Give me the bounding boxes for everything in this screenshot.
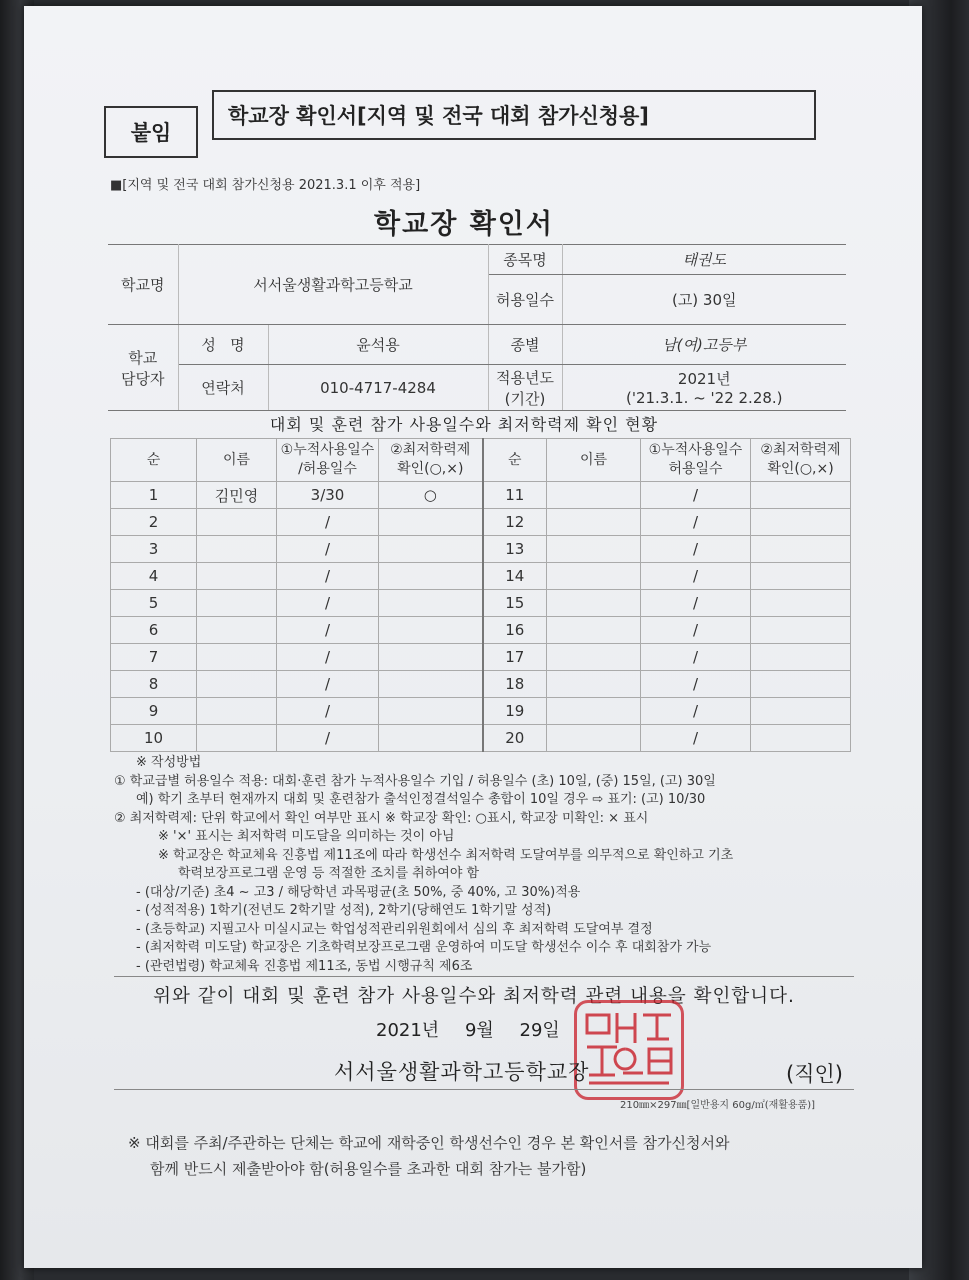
row-days-right: / <box>641 725 751 752</box>
year-value <box>562 365 846 411</box>
row-days: / <box>277 698 379 725</box>
row-check <box>379 617 483 644</box>
row-check-right <box>751 563 851 590</box>
row-name <box>197 698 277 725</box>
row-days-right: / <box>641 644 751 671</box>
attachment-label: 붙임 <box>104 106 198 158</box>
notes-section <box>114 754 894 976</box>
category-value: 남(여)고등부 <box>562 325 846 365</box>
note-line: ※ 작성방법 <box>136 755 202 770</box>
row-no: 9 <box>111 698 197 725</box>
row-no: 7 <box>111 644 197 671</box>
row-days: / <box>277 509 379 536</box>
info-table <box>108 244 846 411</box>
status-title: 대회 및 훈련 참가 사용일수와 최저학력제 확인 현황 <box>269 415 659 434</box>
date-year: 2021년 <box>376 1020 440 1041</box>
row-days-right: / <box>641 536 751 563</box>
col-days-line2: /허용일수 <box>298 461 357 477</box>
row-name <box>197 563 277 590</box>
row-days-right: / <box>641 590 751 617</box>
school-value: 서서울생활과학고등학교 <box>178 245 488 325</box>
row-days-right: / <box>641 698 751 725</box>
row-days: / <box>277 671 379 698</box>
row-no: 5 <box>111 590 197 617</box>
event-label: 종목명 <box>488 245 562 275</box>
row-no-right: 12 <box>483 509 547 536</box>
row-check-right <box>751 482 851 509</box>
row-days: / <box>277 590 379 617</box>
row-check <box>379 509 483 536</box>
days-label: 허용일수 <box>488 275 562 325</box>
note-line: ① 학교급별 허용일수 적용: 대회·훈련 참가 누적사용일수 기입 / 허용일수 (초) 10일, (중) 15일, (고) 30일 <box>114 773 716 789</box>
event-value: 태권도 <box>562 245 846 275</box>
row-no: 3 <box>111 536 197 563</box>
col-no: 순 <box>111 439 197 482</box>
page-title: 학교장 확인서 <box>374 209 554 240</box>
row-check-right <box>751 536 851 563</box>
sign-date <box>376 1016 560 1042</box>
name-value: 윤석용 <box>268 325 488 365</box>
note-line: - (관련법령) 학교체육 진흥법 제11조, 동법 시행규칙 제6조 <box>136 958 473 974</box>
col-check-line1: ②최저학력제 <box>390 442 471 458</box>
row-check <box>379 671 483 698</box>
year-label <box>488 365 562 411</box>
row-days: / <box>277 617 379 644</box>
year-value-line1: 2021년 <box>677 370 731 388</box>
row-name-right <box>547 698 641 725</box>
usage-note: ■[지역 및 전국 대회 참가신청용 2021.3.1 이후 적용] <box>110 178 421 193</box>
row-check-right <box>751 725 851 752</box>
table-row <box>111 563 851 590</box>
row-no: 4 <box>111 563 197 590</box>
row-days: / <box>277 725 379 752</box>
row-no: 10 <box>111 725 197 752</box>
row-name-right <box>547 617 641 644</box>
col-days-right-line1: ①누적사용일수 <box>648 442 743 458</box>
row-check <box>379 590 483 617</box>
school-signature: 서서울생활과학고등학교장 <box>334 1060 590 1084</box>
contact-label: 연락처 <box>178 365 268 411</box>
row-name-right <box>547 671 641 698</box>
table-row <box>111 482 851 509</box>
row-check-right <box>751 509 851 536</box>
row-check-right <box>751 617 851 644</box>
row-name <box>197 644 277 671</box>
row-check <box>379 563 483 590</box>
row-days: / <box>277 563 379 590</box>
divider <box>114 976 854 977</box>
note-line: - (성적적용) 1학기(전년도 2학기말 성적), 2학기(당해연도 1학기말 성적) <box>136 903 552 918</box>
row-name-right <box>547 590 641 617</box>
footnote-line2: 함께 반드시 제출받아야 함(허용일수를 초과한 대회 참가는 불가함) <box>150 1160 587 1178</box>
row-no-right: 13 <box>483 536 547 563</box>
status-table <box>110 438 851 752</box>
note-line: ※ 학교장은 학교체육 진흥법 제11조에 따라 학생선수 최저학력 도달여부를 의무적으로 확인하고 기초 <box>158 847 734 863</box>
row-days-right: / <box>641 509 751 536</box>
col-name: 이름 <box>197 439 277 482</box>
document-page <box>24 6 922 1268</box>
row-name <box>197 617 277 644</box>
row-name <box>197 671 277 698</box>
col-check-right <box>751 439 851 482</box>
year-value-line2: ('21.3.1. ~ '22 2.28.) <box>625 389 783 407</box>
date-month: 9월 <box>464 1020 494 1041</box>
row-name <box>197 509 277 536</box>
note-line: - (초등학교) 지필고사 미실시교는 학업성적관리위원회에서 심의 후 최저학력 도달여부 결정 <box>136 921 653 937</box>
date-day: 29일 <box>519 1020 560 1041</box>
col-name-right: 이름 <box>547 439 641 482</box>
row-no-right: 16 <box>483 617 547 644</box>
row-days-right: / <box>641 482 751 509</box>
col-no-right: 순 <box>483 439 547 482</box>
confirm-statement: 위와 같이 대회 및 훈련 참가 사용일수와 최저학력 관련 내용을 확인합니다. <box>153 986 795 1007</box>
row-name-right <box>547 563 641 590</box>
row-days: / <box>277 536 379 563</box>
row-name <box>197 536 277 563</box>
category-label: 종별 <box>488 325 562 365</box>
row-name <box>197 590 277 617</box>
row-name-right <box>547 725 641 752</box>
name-label: 성 명 <box>178 325 268 365</box>
row-no: 1 <box>111 482 197 509</box>
row-no: 6 <box>111 617 197 644</box>
row-days-right: / <box>641 617 751 644</box>
contact-value: 010-4717-4284 <box>268 365 488 411</box>
school-label: 학교명 <box>108 245 178 325</box>
note-line: 예) 학기 초부터 현재까지 대회 및 훈련참가 출석인정결석일수 총합이 10일 경우 ⇨ 표기: (고) 10/30 <box>136 792 706 807</box>
table-row <box>111 644 851 671</box>
row-check-right <box>751 698 851 725</box>
footnote <box>128 1130 729 1182</box>
row-no-right: 18 <box>483 671 547 698</box>
table-row <box>111 617 851 644</box>
table-row <box>111 725 851 752</box>
red-seal-stamp <box>574 1000 684 1100</box>
document-heading: 학교장 확인서[지역 및 전국 대회 참가신청용] <box>212 90 816 140</box>
table-row <box>111 671 851 698</box>
row-days: / <box>277 644 379 671</box>
table-row <box>111 509 851 536</box>
bottom-divider <box>114 1089 854 1090</box>
row-check <box>379 644 483 671</box>
year-label-line2: (기간) <box>504 389 546 408</box>
row-check-right <box>751 590 851 617</box>
note-line: ※ '×' 표시는 최저학력 미도달을 의미하는 것이 아님 <box>158 829 455 844</box>
row-name: 김민영 <box>197 482 277 509</box>
col-days <box>277 439 379 482</box>
col-days-line1: ①누적사용일수 <box>280 442 375 458</box>
row-no-right: 20 <box>483 725 547 752</box>
row-days-right: / <box>641 563 751 590</box>
row-check <box>379 698 483 725</box>
row-name <box>197 725 277 752</box>
footnote-line1: ※ 대회를 주최/주관하는 단체는 학교에 재학중인 학생선수인 경우 본 확인서를 참가신청서와 <box>128 1134 730 1152</box>
row-check-right <box>751 671 851 698</box>
note-line: 학력보장프로그램 운영 등 적절한 조치를 취하여야 함 <box>178 866 480 881</box>
table-row <box>111 590 851 617</box>
note-line: - (대상/기준) 초4 ~ 고3 / 해당학년 과목평균(초 50%, 중 40%, 고 30%)적용 <box>136 884 581 900</box>
table-row <box>111 698 851 725</box>
year-label-line1: 적용년도 <box>496 368 554 387</box>
days-value: (고) 30일 <box>562 275 846 325</box>
row-check <box>379 725 483 752</box>
row-no-right: 11 <box>483 482 547 509</box>
row-name-right <box>547 482 641 509</box>
col-check-right-line1: ②최저학력제 <box>760 442 841 458</box>
col-check-line2: 확인(○,×) <box>397 461 464 477</box>
row-name-right <box>547 644 641 671</box>
row-no: 8 <box>111 671 197 698</box>
row-no-right: 19 <box>483 698 547 725</box>
row-no-right: 15 <box>483 590 547 617</box>
row-check: ○ <box>379 482 483 509</box>
teacher-label <box>108 325 178 411</box>
row-check <box>379 536 483 563</box>
col-check-right-line2: 확인(○,×) <box>767 461 834 477</box>
seal-label: (직인) <box>786 1062 843 1086</box>
col-check <box>379 439 483 482</box>
row-no-right: 14 <box>483 563 547 590</box>
row-days: 3/30 <box>277 482 379 509</box>
note-line: ② 최저학력제: 단위 학교에서 확인 여부만 표시 ※ 학교장 확인: ○표시, 학교장 미확인: × 표시 <box>114 810 649 826</box>
row-days-right: / <box>641 671 751 698</box>
row-name-right <box>547 509 641 536</box>
teacher-label-line1: 학교 <box>128 348 158 367</box>
col-days-right-line2: 허용일수 <box>668 461 723 477</box>
row-no-right: 17 <box>483 644 547 671</box>
teacher-label-line2: 담당자 <box>121 369 165 388</box>
paper-spec: 210㎜×297㎜[일반용지 60g/㎡(재활용품)] <box>620 1100 816 1111</box>
col-days-right <box>641 439 751 482</box>
note-line: - (최저학력 미도달) 학교장은 기초학력보장프로그램 운영하여 미도달 학생선수 이수 후 대회참가 가능 <box>136 940 712 955</box>
table-row <box>111 536 851 563</box>
row-check-right <box>751 644 851 671</box>
row-name-right <box>547 536 641 563</box>
row-no: 2 <box>111 509 197 536</box>
